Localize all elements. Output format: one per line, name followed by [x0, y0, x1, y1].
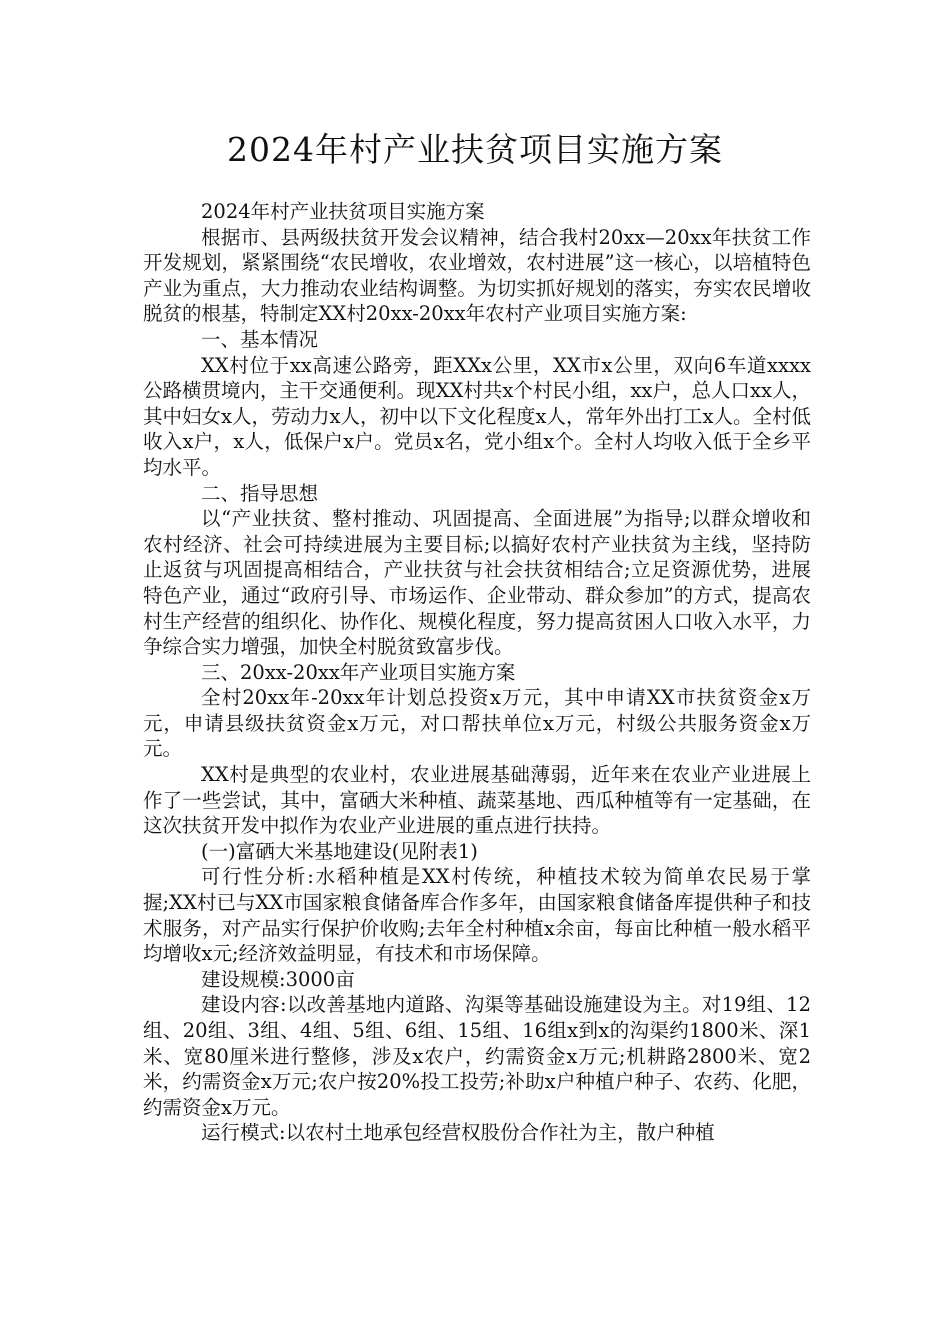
- paragraph: 以“产业扶贫、整村推动、巩固提高、全面进展”为指导;以群众增收和农村经济、社会可持续进展为主要目标;以搞好农村产业扶贫为主线，坚持防止返贫与巩固提高相结合，产业扶贫与社会扶贫相结合;立足资源优势，进展特色产业，通过“政府引导、市场运作、企业带动、群众参加”的方式，提高农村生产经营的组织化、协作化、规模化程度，努力提高贫困人口收入水平，力争综合实力增强，加快全村脱贫致富步伐。: [143, 507, 811, 659]
- paragraph: 运行模式:以农村土地承包经营权股份合作社为主，散户种植: [201, 1121, 715, 1145]
- paragraph: 可行性分析:水稻种植是XX村传统，种植技术较为简单农民易于掌握;XX村已与XX市国家粮食储备库合作多年，由国家粮食储备库提供种子和技术服务，对产品实行保护价收购;去年全村种植x余亩，每亩比种植一般水稻平均增收x元;经济效益明显，有技术和市场保障。: [143, 865, 811, 966]
- section-heading: 三、20xx-20xx年产业项目实施方案: [201, 660, 516, 684]
- document-body: [143, 199, 811, 1146]
- document-title: 2024年村产业扶贫项目实施方案: [227, 130, 723, 169]
- paragraph: 2024年村产业扶贫项目实施方案: [201, 200, 485, 223]
- paragraph: 全村20xx年-20xx年计划总投资x万元，其中申请XX市扶贫资金x万元，申请县级扶贫资金x万元，对口帮扶单位x万元，村级公共服务资金x万元。: [143, 686, 811, 761]
- section-heading: 二、指导思想: [201, 481, 319, 505]
- section-heading: 一、基本情况: [201, 327, 319, 351]
- paragraph: 建设规模:3000亩: [201, 967, 355, 991]
- paragraph: XX村位于xx高速公路旁，距XXx公里，XX市x公里，双向6车道xxxx公路横贯境内，主干交通便利。现XX村共x个村民小组，xx户，总人口xx人，其中妇女x人，劳动力x人，初中以下文化程度x人，常年外出打工x人。全村低收入x户，x人，低保户x户。党员x名，党小组x个。全村人均收入低于全乡平均水平。: [143, 353, 811, 479]
- paragraph: 根据市、县两级扶贫开发会议精神，结合我村20xx—20xx年扶贫工作开发规划，紧紧围绕“农民增收，农业增效，农村进展”这一核心，以培植特色产业为重点，大力推动农业结构调整。为切实抓好规划的落实，夯实农民增收脱贫的根基，特制定XX村20xx-20xx年农村产业项目实施方案:: [143, 225, 811, 326]
- subsection-heading: (一)富硒大米基地建设(见附表1): [201, 839, 478, 863]
- paragraph: XX村是典型的农业村，农业进展基础薄弱，近年来在农业产业进展上作了一些尝试，其中，富硒大米种植、蔬菜基地、西瓜种植等有一定基础，在这次扶贫开发中拟作为农业产业进展的重点进行扶持。: [143, 763, 811, 838]
- paragraph: 建设内容:以改善基地内道路、沟渠等基础设施建设为主。对19组、12组、20组、3组、4组、5组、6组、15组、16组x到x的沟渠约1800米、深1米、宽80厘米进行整修，涉及x农户，约需资金x万元;机耕路2800米、宽2米，约需资金x万元;农户按20%投工投劳;补助x户种植户种子、农药、化肥，约需资金x万元。: [143, 993, 811, 1119]
